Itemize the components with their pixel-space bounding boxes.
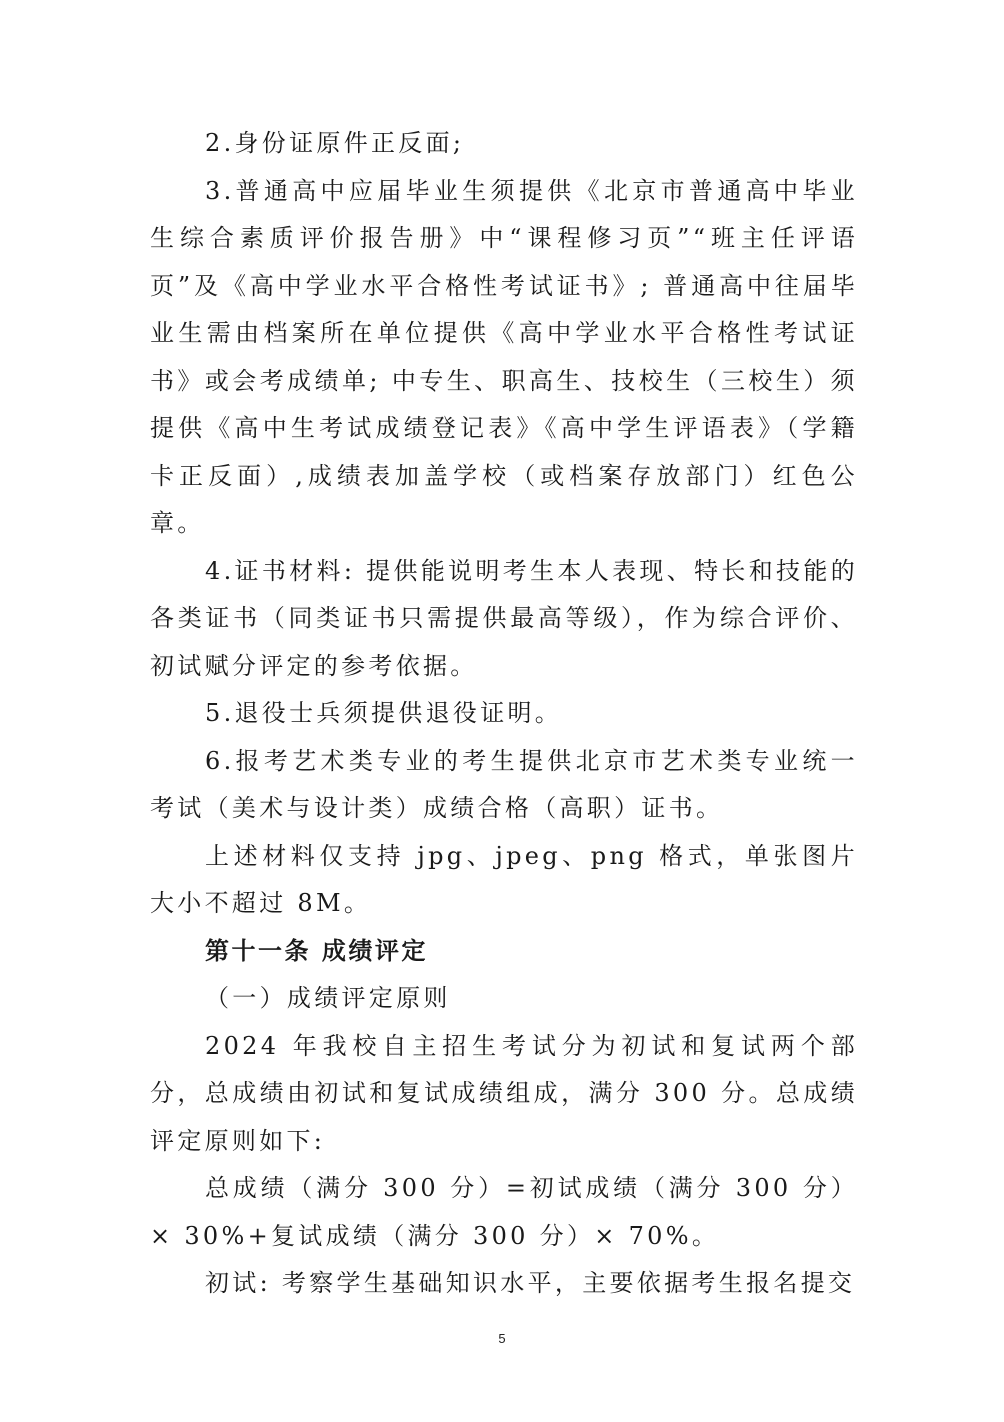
exam-overview-paragraph: 2024 年我校自主招生考试分为初试和复试两个部分，总成绩由初试和复试成绩组成，满分 300 分。总成绩评定原则如下: [150, 1031, 858, 1155]
section-heading-article-11: 第十一条 成绩评定 [205, 936, 428, 965]
score-formula-paragraph: 总成绩（满分 300 分）=初试成绩（满分 300 分）× 30%+复试成绩（满分 300 分）× 70%。 [150, 1174, 858, 1250]
document-body [150, 120, 858, 1308]
item-transcripts: 3.普通高中应届毕业生须提供《北京市普通高中毕业生综合素质评价报告册》中“课程修习页”“班主任评语页”及《高中学业水平合格性考试证书》; 普通高中往届毕业生需由档案所在单位提供《高中学业水平合格性考试证书》或会考成绩单; 中专生、职高生、技校生（三校生）须提供《高中生考试成绩登记表》《高中学生评语表》（学籍卡正反面）,成绩表加盖学校（或档案存放部门）红色公章。 [150, 176, 858, 537]
file-format-note: 上述材料仅支持 jpg、jpeg、png 格式，单张图片大小不超过 8M。 [150, 841, 858, 917]
page-number: 5 [498, 1331, 506, 1346]
preliminary-exam-paragraph: 初试: 考察学生基础知识水平，主要依据考生报名提交 [205, 1269, 856, 1297]
item-id-card: 2.身份证原件正反面; [205, 129, 465, 157]
subsection-heading-principles: （一）成绩评定原则 [205, 984, 451, 1012]
item-art-certificate: 6.报考艺术类专业的考生提供北京市艺术类专业统一考试（美术与设计类）成绩合格（高职）证书。 [150, 746, 858, 822]
item-veteran-proof: 5.退役士兵须提供退役证明。 [205, 699, 563, 727]
item-certificates: 4.证书材料: 提供能说明考生本人表现、特长和技能的各类证书（同类证书只需提供最高等级），作为综合评价、初试赋分评定的参考依据。 [150, 556, 858, 680]
